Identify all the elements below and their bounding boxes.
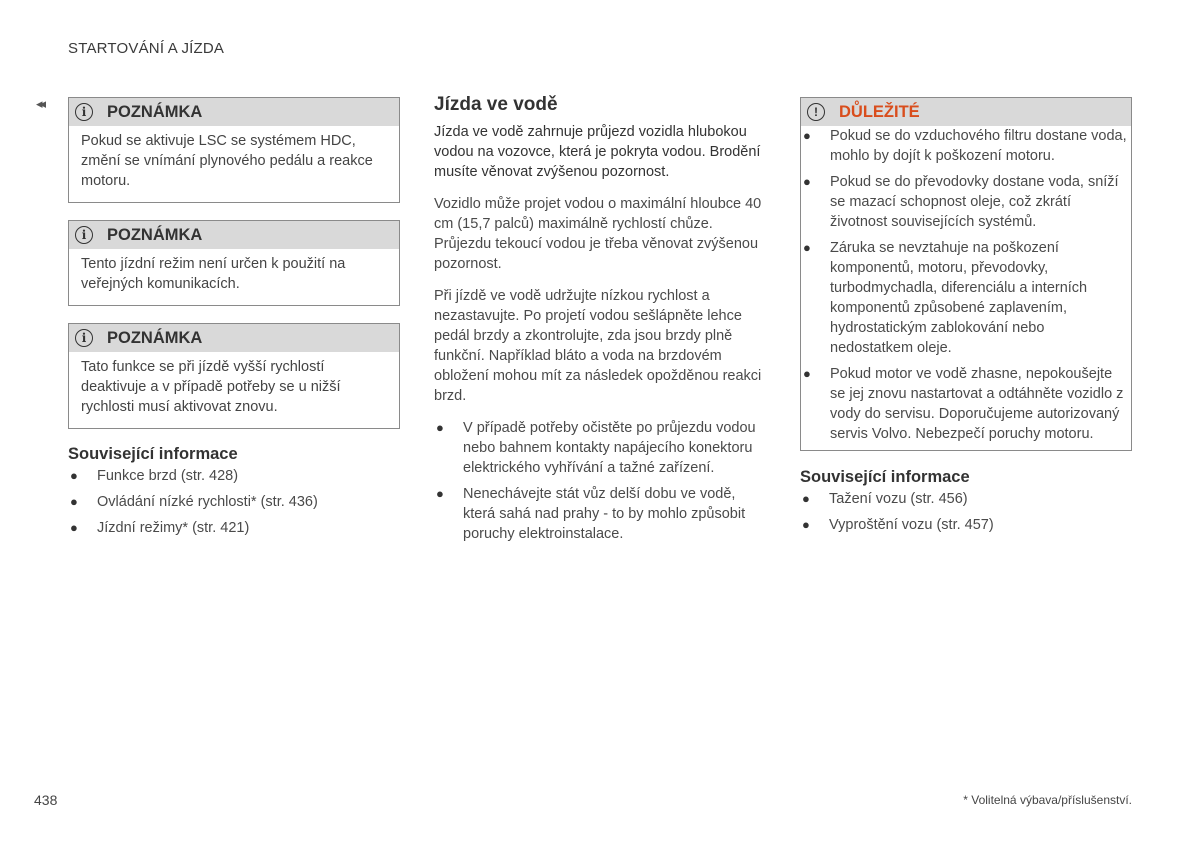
column-left (68, 97, 400, 544)
bullet-dot: ● (803, 366, 811, 381)
section-title: Jízda ve vodě (434, 94, 558, 115)
important-box (800, 97, 1132, 451)
related-link[interactable]: ● Tažení vozu (str. 456) (802, 491, 968, 507)
section-lead: Jízda ve vodě zahrnuje průjezd vozidla hlubokou vodou na vozovce, která je pokryta vodou. Brodění musíte věnovat zvýšenou pozornost. (434, 124, 761, 180)
related-info-title: Související informace (68, 445, 238, 463)
list-item: ● Nenechávejte stát vůz delší dobu ve vodě, která sahá nad prahy - to by mohlo způsobit poruchy elektroinstalace. (436, 486, 746, 542)
note-title: POZNÁMKA (107, 102, 203, 121)
related-link[interactable]: ● Ovládání nízké rychlosti* (str. 436) (70, 494, 318, 510)
list-item: ● V případě potřeby očistěte po průjezdu vodou nebo bahnem kontakty napájecího konektoru elektrického vyhřívání a tažné zařízení. (436, 420, 756, 476)
important-list (801, 126, 1131, 444)
note-box (68, 323, 400, 429)
bullet-dot: ● (802, 491, 810, 506)
list-item: ● Pokud se do vzduchového filtru dostane voda, mohlo by dojít k poškození motoru. (803, 128, 1127, 164)
note-body: Pokud se aktivuje LSC se systémem HDC, změní se vnímání plynového pedálu a reakce motoru. (81, 133, 373, 189)
note-header (69, 324, 399, 352)
related-link[interactable]: ● Funkce brzd (str. 428) (70, 468, 239, 484)
related-info-list (800, 489, 1132, 535)
related-info-list (68, 466, 400, 538)
column-right (800, 97, 1132, 541)
exclamation-circle-icon: ! (807, 103, 825, 121)
paragraph: Při jízdě ve vodě udržujte nízkou rychlost a nezastavujte. Po projetí vodou sešlápněte lehce pedál brzdy a zkontrolujte, zda jsou brzdy plně funkční. Například bláto a voda na brzdovém obložení mohou mít za následek opožděnou reakci brzd. (434, 288, 762, 404)
note-title: POZNÁMKA (107, 328, 203, 347)
info-circle-icon: i (75, 103, 93, 121)
important-title: DŮLEŽITÉ (839, 102, 920, 121)
note-box (68, 220, 400, 306)
bullet-dot: ● (70, 494, 78, 509)
bullet-dot: ● (436, 486, 444, 501)
list-item: ● Pokud motor ve vodě zhasne, nepokoušejte se jej znovu nastartovat a odtáhněte vozidlo z vody do servisu. Doporučujeme autorizovaný servis Volvo. Nebezpečí poruchy motoru. (803, 366, 1124, 442)
important-header (801, 98, 1131, 126)
bullet-dot: ● (70, 468, 78, 483)
bullet-dot: ● (803, 128, 811, 143)
paragraph: Vozidlo může projet vodou o maximální hloubce 40 cm (15,7 palců) maximálně rychlostí chůze. Průjezdu tekoucí vodou je třeba věnovat zvýšenou pozornost. (434, 196, 762, 272)
note-title: POZNÁMKA (107, 225, 203, 244)
page-number: 438 (34, 792, 58, 808)
note-box (68, 97, 400, 203)
bullet-dot: ● (802, 517, 810, 532)
back-arrows-icon[interactable]: ◂◂ (36, 96, 44, 111)
bullet-dot: ● (436, 420, 444, 435)
info-circle-icon: i (75, 226, 93, 244)
water-bullet-list (434, 418, 764, 544)
related-info-title: Související informace (800, 468, 970, 486)
running-head: STARTOVÁNÍ A JÍZDA (68, 40, 225, 57)
footnote: * Volitelná výbava/příslušenství. (963, 793, 1132, 807)
note-body: Tento jízdní režim není určen k použití na veřejných komunikacích. (81, 256, 346, 292)
related-link[interactable]: ● Vyproštění vozu (str. 457) (802, 517, 994, 533)
bullet-dot: ● (70, 520, 78, 535)
list-item: ● Pokud se do převodovky dostane voda, sníží se mazací schopnost oleje, což zkrátí životnost souvisejících systémů. (803, 174, 1119, 230)
note-body: Tato funkce se při jízdě vyšší rychlostí deaktivuje a v případě potřeby se u nižší rychlosti musí aktivovat znovu. (81, 359, 341, 415)
list-item: ● Záruka se nevztahuje na poškození komponentů, motoru, převodovky, turbodmychadla, diferenciálu a interních komponentů způsobené zaplavením, hydrostatickým zablokování nebo nedostatkem oleje. (803, 240, 1088, 356)
column-middle (434, 94, 764, 550)
related-link[interactable]: ● Jízdní režimy* (str. 421) (70, 520, 250, 536)
bullet-dot: ● (803, 174, 811, 189)
info-circle-icon: i (75, 329, 93, 347)
note-header (69, 98, 399, 126)
bullet-dot: ● (803, 240, 811, 255)
note-header (69, 221, 399, 249)
